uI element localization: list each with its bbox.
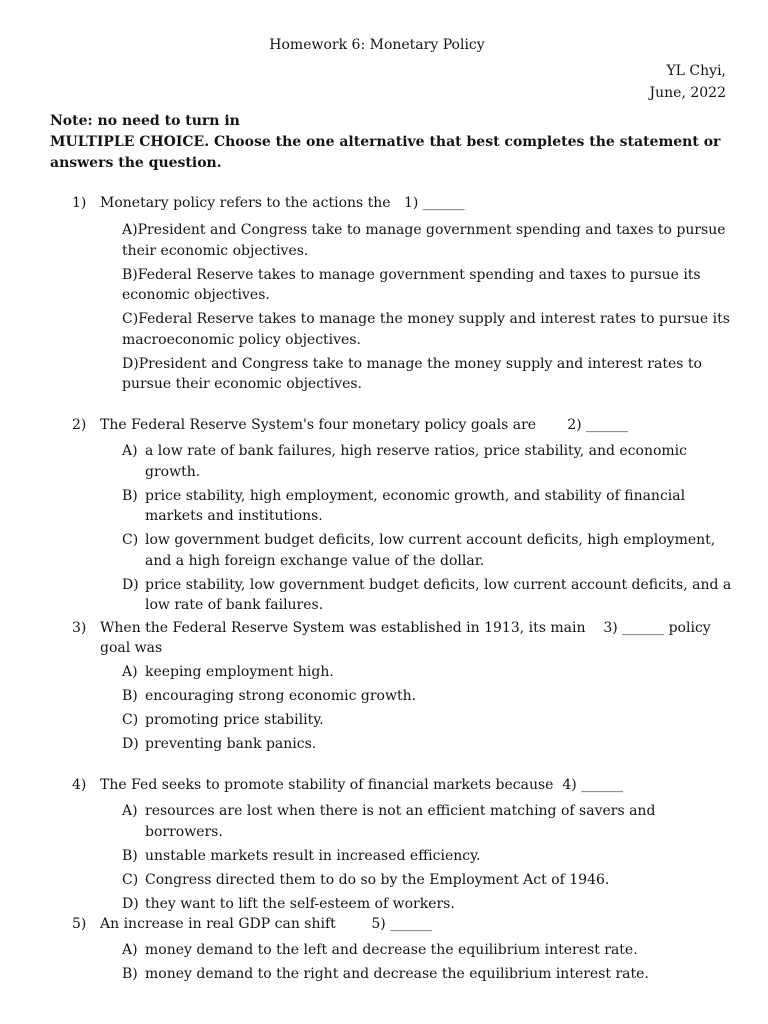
option-text: a low rate of bank failures, high reserve ratios, price stability, and economic growth. [145, 443, 687, 480]
document-title: Homework 6: Monetary Policy [269, 37, 485, 53]
question-2 [72, 415, 732, 619]
question-4 [72, 775, 732, 918]
option-label: A) [122, 942, 138, 958]
option-a[interactable] [122, 220, 732, 261]
option-d[interactable] [122, 354, 732, 395]
option-a[interactable] [122, 441, 732, 482]
option-text: President and Congress take to manage government spending and taxes to pursue their economic objectives. [122, 222, 726, 259]
option-label: C) [122, 712, 139, 728]
option-label: D) [122, 576, 139, 593]
option-text: preventing bank panics. [145, 736, 317, 752]
option-label: C) [122, 311, 139, 327]
question-number: 4) [72, 777, 87, 793]
option-c[interactable] [122, 710, 732, 731]
question-number: 1) [72, 195, 87, 211]
author-block [650, 60, 726, 104]
directions-text: MULTIPLE CHOICE. Choose the one alternative that best completes the statement or answers the question. [50, 134, 721, 171]
option-label: D) [122, 736, 139, 752]
option-label: B) [122, 847, 138, 864]
option-b[interactable] [122, 486, 732, 527]
question-stem: The Federal Reserve System's four monetary policy goals are [100, 417, 537, 433]
option-text: promoting price stability. [145, 712, 324, 728]
option-text: price stability, high employment, economic growth, and stability of financial markets and institutions. [145, 487, 686, 524]
question-number: 2) [72, 417, 87, 433]
answer-blank[interactable]: 5) ______ [371, 916, 433, 932]
answer-blank[interactable]: 3) ______ [603, 620, 665, 636]
option-label: B) [122, 688, 138, 704]
option-label: A) [122, 443, 138, 459]
option-d[interactable] [122, 734, 732, 755]
option-text: they want to lift the self-esteem of workers. [145, 895, 455, 912]
option-c[interactable] [122, 870, 732, 891]
option-text: encouraging strong economic growth. [145, 688, 417, 704]
option-label: A) [122, 664, 138, 680]
option-text: Federal Reserve takes to manage government spending and taxes to pursue its economic objectives. [122, 266, 701, 303]
question-5 [72, 914, 732, 988]
option-text: low government budget deficits, low current account deficits, high employment, and a high foreign exchange value of the dollar. [145, 532, 716, 569]
option-label: D) [122, 895, 139, 912]
option-label: A) [122, 803, 138, 819]
option-text: keeping employment high. [145, 664, 334, 680]
option-text: resources are lost when there is not an efficient matching of savers and borrowers. [145, 803, 656, 840]
option-label: C) [122, 532, 139, 548]
option-text: unstable markets result in increased efficiency. [145, 847, 481, 864]
note-text: Note: no need to turn in [50, 113, 240, 129]
option-label: D) [122, 355, 139, 372]
answer-blank[interactable]: 2) ______ [567, 417, 629, 433]
question-1 [72, 193, 732, 398]
option-c[interactable] [122, 309, 732, 350]
option-text: money demand to the right and decrease the equilibrium interest rate. [145, 966, 649, 982]
question-stem: When the Federal Reserve System was established in 1913, its main [100, 620, 586, 636]
question-stem: The Fed seeks to promote stability of financial markets because [100, 777, 554, 793]
instructions [50, 111, 730, 174]
answer-blank[interactable]: 1) ______ [403, 195, 465, 211]
option-d[interactable] [122, 575, 732, 616]
option-b[interactable] [122, 846, 732, 867]
option-text: price stability, low government budget deficits, low current account deficits, and a low rate of bank failures. [145, 576, 732, 613]
option-b[interactable] [122, 265, 732, 306]
option-label: A) [122, 222, 138, 238]
option-text: money demand to the left and decrease the equilibrium interest rate. [145, 942, 638, 958]
option-label: B) [122, 266, 138, 283]
question-stem: An increase in real GDP can shift [100, 916, 336, 932]
option-text: Congress directed them to do so by the Employment Act of 1946. [145, 871, 610, 888]
option-b[interactable] [122, 686, 732, 707]
option-label: C) [122, 871, 139, 888]
question-stem-end: policy [668, 620, 711, 636]
author-name: YL Chyi, [666, 63, 726, 79]
question-3 [72, 618, 732, 758]
question-stem: Monetary policy refers to the actions the [100, 195, 391, 211]
option-c[interactable] [122, 530, 732, 571]
option-label: B) [122, 487, 138, 504]
option-a[interactable] [122, 801, 732, 842]
document-date: June, 2022 [649, 85, 726, 101]
option-b[interactable] [122, 964, 732, 985]
option-d[interactable] [122, 894, 732, 915]
option-text: President and Congress take to manage the money supply and interest rates to pursue their economic objectives. [122, 355, 702, 392]
option-a[interactable] [122, 940, 732, 961]
option-text: Federal Reserve takes to manage the money supply and interest rates to pursue its macroeconomic policy objectives. [122, 311, 730, 348]
option-a[interactable] [122, 662, 732, 683]
answer-blank[interactable]: 4) ______ [562, 777, 624, 793]
question-number: 5) [72, 916, 87, 932]
question-number: 3) [72, 620, 87, 636]
question-stem-continued: goal was [100, 640, 163, 656]
option-label: B) [122, 966, 138, 982]
